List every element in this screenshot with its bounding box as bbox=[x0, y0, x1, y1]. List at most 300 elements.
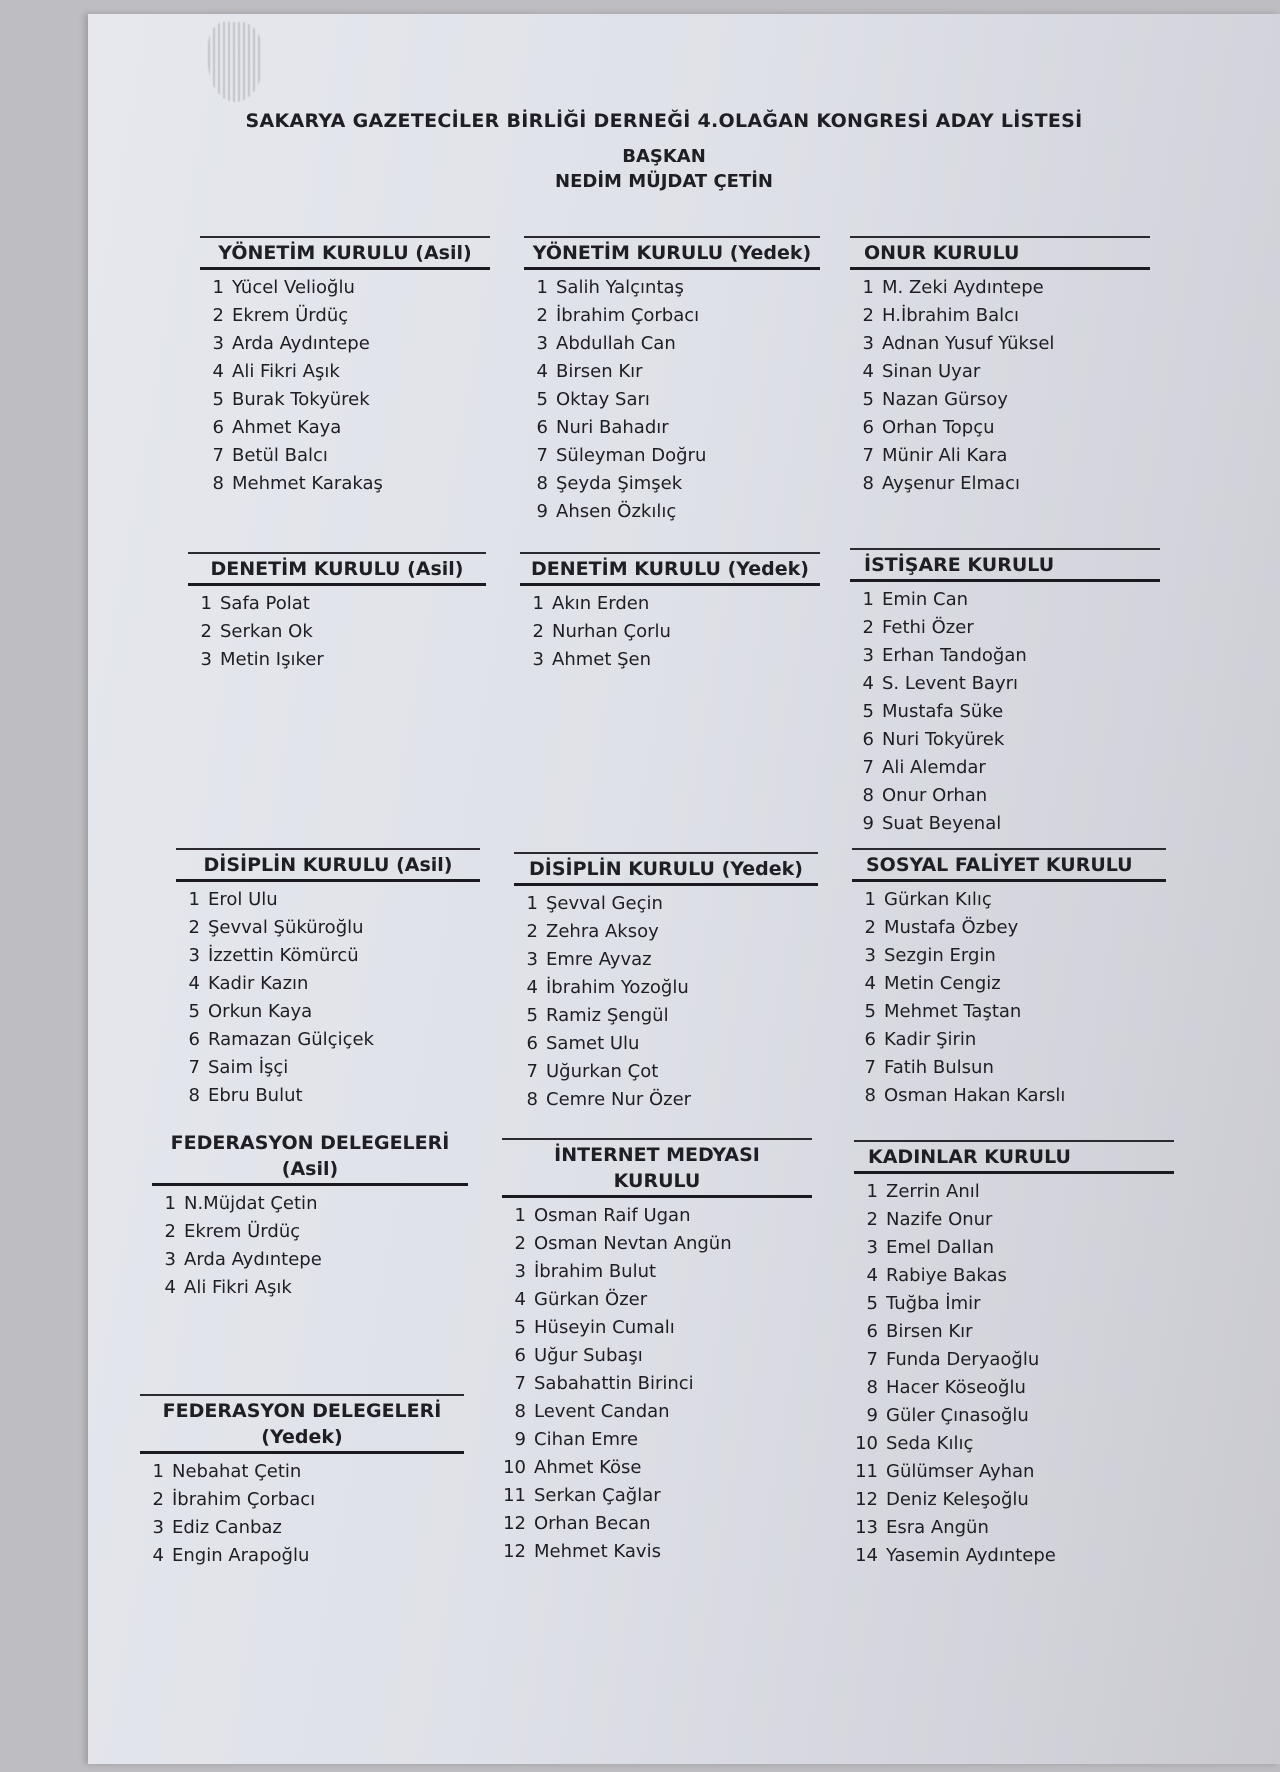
member-item bbox=[502, 1286, 812, 1314]
member-item bbox=[850, 810, 1160, 838]
member-name: Sinan Uyar bbox=[882, 361, 981, 382]
member-item bbox=[502, 1342, 812, 1370]
member-name: Nazan Gürsoy bbox=[882, 389, 1008, 410]
member-item bbox=[854, 1290, 1174, 1318]
member-number: 5 bbox=[862, 389, 874, 410]
section-rule-bottom bbox=[520, 583, 820, 586]
member-number: 6 bbox=[212, 417, 224, 438]
member-item bbox=[524, 470, 820, 498]
section-title bbox=[502, 1140, 812, 1195]
member-item bbox=[854, 1514, 1174, 1542]
member-number: 8 bbox=[536, 473, 548, 494]
member-list bbox=[152, 1190, 468, 1302]
member-name: Arda Aydıntepe bbox=[232, 333, 370, 354]
member-number: 4 bbox=[862, 361, 874, 382]
member-number: 3 bbox=[862, 333, 874, 354]
section-denetim-asil bbox=[188, 552, 486, 674]
member-item bbox=[152, 1190, 468, 1218]
member-name: Kadir Kazın bbox=[208, 973, 309, 994]
member-item bbox=[514, 946, 818, 974]
member-number: 3 bbox=[526, 949, 538, 970]
member-item bbox=[200, 442, 490, 470]
member-name: Birsen Kır bbox=[886, 1321, 973, 1342]
member-name: Suat Beyenal bbox=[882, 813, 1002, 834]
member-item bbox=[176, 970, 480, 998]
section-yonetim-yedek bbox=[524, 236, 820, 526]
member-item bbox=[176, 942, 480, 970]
member-name: Şeyda Şimşek bbox=[556, 473, 683, 494]
member-item bbox=[850, 726, 1160, 754]
member-number: 1 bbox=[188, 889, 200, 910]
member-number: 7 bbox=[862, 757, 874, 778]
member-number: 8 bbox=[864, 1085, 876, 1106]
member-name: Arda Aydıntepe bbox=[184, 1249, 322, 1270]
member-item bbox=[502, 1230, 812, 1258]
member-item bbox=[854, 1542, 1174, 1570]
member-number: 3 bbox=[152, 1517, 164, 1538]
section-title: ONUR KURULU bbox=[864, 242, 1020, 264]
member-name: Ramazan Gülçiçek bbox=[208, 1029, 374, 1050]
section-istisare bbox=[850, 548, 1160, 838]
member-name: Nebahat Çetin bbox=[172, 1461, 302, 1482]
member-number: 1 bbox=[200, 593, 212, 614]
member-item bbox=[188, 646, 486, 674]
member-item bbox=[852, 1082, 1166, 1110]
member-number: 3 bbox=[212, 333, 224, 354]
member-item bbox=[852, 886, 1166, 914]
member-item bbox=[502, 1538, 812, 1566]
member-list bbox=[520, 590, 820, 674]
member-name: Emel Dallan bbox=[886, 1237, 995, 1258]
president-label: BAŞKAN bbox=[622, 146, 706, 167]
document-title: SAKARYA GAZETECİLER BİRLİĞİ DERNEĞİ 4.OLAĞAN KONGRESİ ADAY LİSTESİ bbox=[245, 110, 1083, 132]
member-name: Münir Ali Kara bbox=[882, 445, 1008, 466]
member-name: Ali Fikri Aşık bbox=[232, 361, 340, 382]
member-name: Ahmet Kaya bbox=[232, 417, 342, 438]
section-federasyon-yedek bbox=[140, 1394, 464, 1570]
member-number: 2 bbox=[188, 917, 200, 938]
member-number: 2 bbox=[532, 621, 544, 642]
member-item bbox=[188, 590, 486, 618]
member-name: İbrahim Yozoğlu bbox=[546, 977, 689, 998]
member-number: 6 bbox=[864, 1029, 876, 1050]
member-name: Levent Candan bbox=[534, 1401, 670, 1422]
member-name: Ekrem Ürdüç bbox=[232, 305, 349, 326]
member-name: Sabahattin Birinci bbox=[534, 1373, 694, 1394]
member-name: Ekrem Ürdüç bbox=[184, 1221, 301, 1242]
member-item bbox=[514, 974, 818, 1002]
member-number: 1 bbox=[864, 889, 876, 910]
member-item bbox=[850, 698, 1160, 726]
member-name: Şevval Şüküroğlu bbox=[208, 917, 364, 938]
section-federasyon-asil bbox=[152, 1128, 468, 1302]
member-number: 2 bbox=[864, 917, 876, 938]
member-name: Ali Alemdar bbox=[882, 757, 986, 778]
member-name: Engin Arapoğlu bbox=[172, 1545, 310, 1566]
ink-smudge bbox=[208, 22, 263, 102]
member-name: Abdullah Can bbox=[556, 333, 676, 354]
member-number: 2 bbox=[152, 1489, 164, 1510]
member-number: 5 bbox=[864, 1001, 876, 1022]
member-item bbox=[514, 1030, 818, 1058]
member-name: Gürkan Özer bbox=[534, 1289, 648, 1310]
member-item bbox=[854, 1234, 1174, 1262]
member-name: Mehmet Kavis bbox=[534, 1541, 661, 1562]
member-name: Burak Tokyürek bbox=[232, 389, 370, 410]
member-item bbox=[852, 970, 1166, 998]
member-number: 10 bbox=[855, 1433, 878, 1454]
member-item bbox=[520, 618, 820, 646]
member-name: Sezgin Ergin bbox=[884, 945, 996, 966]
member-item bbox=[200, 358, 490, 386]
member-name: Mustafa Süke bbox=[882, 701, 1004, 722]
member-item bbox=[514, 1058, 818, 1086]
member-name: Oktay Sarı bbox=[556, 389, 650, 410]
member-name: Serkan Ok bbox=[220, 621, 313, 642]
member-name: Güler Çınasoğlu bbox=[886, 1405, 1029, 1426]
member-item bbox=[850, 754, 1160, 782]
member-list bbox=[524, 274, 820, 526]
member-item bbox=[850, 414, 1150, 442]
member-name: Kadir Şirin bbox=[884, 1029, 977, 1050]
member-name: İbrahim Bulut bbox=[534, 1261, 657, 1282]
member-number: 1 bbox=[212, 277, 224, 298]
section-rule-bottom bbox=[200, 267, 490, 270]
member-item bbox=[140, 1486, 464, 1514]
member-list bbox=[514, 890, 818, 1114]
member-item bbox=[854, 1430, 1174, 1458]
member-name: Ayşenur Elmacı bbox=[882, 473, 1020, 494]
member-number: 5 bbox=[536, 389, 548, 410]
member-number: 14 bbox=[855, 1545, 878, 1566]
member-name: Betül Balcı bbox=[232, 445, 328, 466]
section-internet bbox=[502, 1138, 812, 1566]
member-item bbox=[524, 498, 820, 526]
member-number: 6 bbox=[866, 1321, 878, 1342]
member-number: 3 bbox=[200, 649, 212, 670]
member-item bbox=[850, 470, 1150, 498]
section-title: İSTİŞARE KURULU bbox=[864, 554, 1055, 576]
member-item bbox=[502, 1314, 812, 1342]
member-item bbox=[852, 1054, 1166, 1082]
member-name: Zerrin Anıl bbox=[886, 1181, 980, 1202]
member-item bbox=[524, 414, 820, 442]
member-item bbox=[854, 1346, 1174, 1374]
member-number: 6 bbox=[536, 417, 548, 438]
member-name: Erol Ulu bbox=[208, 889, 278, 910]
section-title: DENETİM KURULU (Yedek) bbox=[531, 558, 809, 580]
member-item bbox=[854, 1206, 1174, 1234]
member-number: 2 bbox=[212, 305, 224, 326]
member-name: Yücel Velioğlu bbox=[232, 277, 355, 298]
member-item bbox=[520, 590, 820, 618]
member-number: 4 bbox=[866, 1265, 878, 1286]
member-name: Ahmet Köse bbox=[534, 1457, 642, 1478]
member-list bbox=[854, 1178, 1174, 1570]
member-name: Onur Orhan bbox=[882, 785, 988, 806]
member-item bbox=[854, 1262, 1174, 1290]
member-item bbox=[854, 1402, 1174, 1430]
member-name: Ediz Canbaz bbox=[172, 1517, 282, 1538]
member-name: Saim İşçi bbox=[208, 1057, 289, 1078]
member-name: Mehmet Karakaş bbox=[232, 473, 383, 494]
member-number: 11 bbox=[503, 1485, 526, 1506]
member-number: 4 bbox=[188, 973, 200, 994]
member-list bbox=[188, 590, 486, 674]
member-number: 6 bbox=[526, 1033, 538, 1054]
member-item bbox=[850, 442, 1150, 470]
section-sosyal bbox=[852, 848, 1166, 1110]
member-item bbox=[850, 386, 1150, 414]
section-title-line1: İNTERNET MEDYASI bbox=[554, 1144, 760, 1166]
member-item bbox=[850, 642, 1160, 670]
member-number: 6 bbox=[862, 729, 874, 750]
member-item bbox=[502, 1510, 812, 1538]
member-name: Osman Hakan Karslı bbox=[884, 1085, 1066, 1106]
member-list bbox=[852, 886, 1166, 1110]
president-name: NEDİM MÜJDAT ÇETİN bbox=[555, 171, 773, 192]
member-name: Funda Deryaoğlu bbox=[886, 1349, 1040, 1370]
member-name: S. Levent Bayrı bbox=[882, 673, 1019, 694]
member-name: Ebru Bulut bbox=[208, 1085, 303, 1106]
section-onur bbox=[850, 236, 1150, 498]
member-list bbox=[176, 886, 480, 1110]
document-page bbox=[88, 14, 1280, 1764]
section-disiplin-yedek bbox=[514, 852, 818, 1114]
member-number: 3 bbox=[862, 645, 874, 666]
member-list bbox=[850, 586, 1160, 838]
member-item bbox=[524, 330, 820, 358]
member-item bbox=[524, 274, 820, 302]
member-number: 9 bbox=[536, 501, 548, 522]
member-item bbox=[152, 1274, 468, 1302]
member-number: 2 bbox=[536, 305, 548, 326]
section-title: DİSİPLİN KURULU (Yedek) bbox=[529, 858, 803, 880]
member-name: Orkun Kaya bbox=[208, 1001, 313, 1022]
member-item bbox=[854, 1374, 1174, 1402]
member-number: 3 bbox=[514, 1261, 526, 1282]
member-name: Rabiye Bakas bbox=[886, 1265, 1007, 1286]
member-list bbox=[850, 274, 1150, 498]
member-item bbox=[850, 302, 1150, 330]
member-name: Esra Angün bbox=[886, 1517, 989, 1538]
member-name: Osman Nevtan Angün bbox=[534, 1233, 732, 1254]
member-number: 3 bbox=[532, 649, 544, 670]
document-header bbox=[88, 110, 1280, 192]
member-item bbox=[502, 1202, 812, 1230]
member-name: Zehra Aksoy bbox=[546, 921, 659, 942]
member-number: 3 bbox=[164, 1249, 176, 1270]
member-name: Fatih Bulsun bbox=[884, 1057, 994, 1078]
section-title: DİSİPLİN KURULU (Asil) bbox=[203, 854, 453, 876]
member-item bbox=[200, 302, 490, 330]
member-item bbox=[514, 918, 818, 946]
member-name: Nurhan Çorlu bbox=[552, 621, 671, 642]
section-kadinlar bbox=[854, 1140, 1174, 1570]
member-name: N.Müjdat Çetin bbox=[184, 1193, 318, 1214]
member-number: 10 bbox=[503, 1457, 526, 1478]
member-name: Metin Cengiz bbox=[884, 973, 1001, 994]
section-rule-bottom bbox=[850, 267, 1150, 270]
member-item bbox=[854, 1486, 1174, 1514]
member-name: Akın Erden bbox=[552, 593, 650, 614]
member-item bbox=[854, 1458, 1174, 1486]
member-list bbox=[200, 274, 490, 498]
member-name: Uğur Subaşı bbox=[534, 1345, 643, 1366]
member-name: Fethi Özer bbox=[882, 617, 974, 638]
member-item bbox=[850, 274, 1150, 302]
member-number: 1 bbox=[862, 589, 874, 610]
member-name: Osman Raif Ugan bbox=[534, 1205, 691, 1226]
member-name: H.İbrahim Balcı bbox=[882, 305, 1020, 326]
member-list bbox=[140, 1458, 464, 1570]
member-item bbox=[502, 1454, 812, 1482]
member-number: 7 bbox=[866, 1349, 878, 1370]
member-number: 7 bbox=[526, 1061, 538, 1082]
member-number: 4 bbox=[164, 1277, 176, 1298]
member-item bbox=[502, 1258, 812, 1286]
member-number: 8 bbox=[862, 473, 874, 494]
member-item bbox=[140, 1542, 464, 1570]
member-item bbox=[502, 1426, 812, 1454]
section-yonetim-asil bbox=[200, 236, 490, 498]
member-item bbox=[852, 1026, 1166, 1054]
member-number: 3 bbox=[188, 945, 200, 966]
member-number: 5 bbox=[862, 701, 874, 722]
member-number: 2 bbox=[526, 921, 538, 942]
member-number: 6 bbox=[188, 1029, 200, 1050]
member-item bbox=[852, 914, 1166, 942]
member-number: 5 bbox=[526, 1005, 538, 1026]
member-item bbox=[200, 414, 490, 442]
member-number: 6 bbox=[514, 1345, 526, 1366]
member-name: Deniz Keleşoğlu bbox=[886, 1489, 1029, 1510]
member-name: Metin Işıker bbox=[220, 649, 324, 670]
member-number: 8 bbox=[866, 1377, 878, 1398]
member-number: 2 bbox=[164, 1221, 176, 1242]
section-disiplin-asil bbox=[176, 848, 480, 1110]
member-number: 4 bbox=[152, 1545, 164, 1566]
member-name: Erhan Tandoğan bbox=[882, 645, 1027, 666]
member-name: Cemre Nur Özer bbox=[546, 1089, 692, 1110]
member-number: 1 bbox=[514, 1205, 526, 1226]
member-name: Tuğba İmir bbox=[886, 1293, 981, 1314]
member-item bbox=[524, 302, 820, 330]
member-item bbox=[524, 386, 820, 414]
section-title bbox=[152, 1128, 468, 1183]
member-name: M. Zeki Aydıntepe bbox=[882, 277, 1044, 298]
member-item bbox=[850, 614, 1160, 642]
member-item bbox=[514, 1086, 818, 1114]
member-name: Safa Polat bbox=[220, 593, 310, 614]
member-item bbox=[502, 1482, 812, 1510]
member-name: Hacer Köseoğlu bbox=[886, 1377, 1026, 1398]
member-number: 9 bbox=[866, 1405, 878, 1426]
section-title-line1: FEDERASYON DELEGELERİ bbox=[170, 1132, 450, 1154]
member-name: Emin Can bbox=[882, 589, 969, 610]
member-number: 3 bbox=[866, 1237, 878, 1258]
member-name: Ramiz Şengül bbox=[546, 1005, 669, 1026]
member-name: Birsen Kır bbox=[556, 361, 643, 382]
member-number: 2 bbox=[514, 1233, 526, 1254]
member-number: 5 bbox=[866, 1293, 878, 1314]
member-name: Cihan Emre bbox=[534, 1429, 639, 1450]
section-rule-bottom bbox=[176, 879, 480, 882]
member-number: 1 bbox=[862, 277, 874, 298]
section-title: YÖNETİM KURULU (Asil) bbox=[218, 242, 472, 264]
member-item bbox=[200, 330, 490, 358]
member-number: 3 bbox=[536, 333, 548, 354]
member-item bbox=[176, 914, 480, 942]
member-number: 12 bbox=[855, 1489, 878, 1510]
member-number: 1 bbox=[526, 893, 538, 914]
section-title: SOSYAL FALİYET KURULU bbox=[866, 854, 1133, 876]
member-list bbox=[502, 1202, 812, 1566]
member-item bbox=[176, 1054, 480, 1082]
member-number: 7 bbox=[514, 1373, 526, 1394]
member-number: 4 bbox=[862, 673, 874, 694]
member-name: Süleyman Doğru bbox=[556, 445, 707, 466]
section-rule-bottom bbox=[152, 1183, 468, 1186]
member-number: 4 bbox=[514, 1289, 526, 1310]
member-name: Mustafa Özbey bbox=[884, 917, 1019, 938]
member-number: 9 bbox=[514, 1429, 526, 1450]
member-name: Ahsen Özkılıç bbox=[556, 501, 677, 522]
member-name: İbrahim Çorbacı bbox=[556, 305, 700, 326]
member-name: Şevval Geçin bbox=[546, 893, 663, 914]
member-item bbox=[200, 274, 490, 302]
section-title-line2: KURULU bbox=[613, 1170, 701, 1192]
section-rule-bottom bbox=[140, 1451, 464, 1454]
member-name: Ali Fikri Aşık bbox=[184, 1277, 292, 1298]
member-number: 5 bbox=[212, 389, 224, 410]
member-item bbox=[176, 1082, 480, 1110]
member-item bbox=[854, 1178, 1174, 1206]
member-number: 1 bbox=[152, 1461, 164, 1482]
member-number: 2 bbox=[862, 617, 874, 638]
member-item bbox=[524, 442, 820, 470]
section-rule-bottom bbox=[850, 579, 1160, 582]
member-number: 9 bbox=[862, 813, 874, 834]
member-item bbox=[850, 670, 1160, 698]
member-number: 2 bbox=[200, 621, 212, 642]
member-number: 8 bbox=[514, 1401, 526, 1422]
member-item bbox=[188, 618, 486, 646]
member-number: 1 bbox=[164, 1193, 176, 1214]
member-item bbox=[176, 1026, 480, 1054]
member-number: 4 bbox=[526, 977, 538, 998]
member-number: 1 bbox=[536, 277, 548, 298]
member-name: Emre Ayvaz bbox=[546, 949, 652, 970]
member-item bbox=[140, 1514, 464, 1542]
member-item bbox=[200, 386, 490, 414]
member-item bbox=[514, 890, 818, 918]
member-number: 8 bbox=[526, 1089, 538, 1110]
member-name: Uğurkan Çot bbox=[546, 1061, 659, 1082]
member-number: 7 bbox=[212, 445, 224, 466]
member-item bbox=[850, 586, 1160, 614]
member-name: Hüseyin Cumalı bbox=[534, 1317, 675, 1338]
member-name: Yasemin Aydıntepe bbox=[886, 1545, 1056, 1566]
member-name: Adnan Yusuf Yüksel bbox=[882, 333, 1055, 354]
member-item bbox=[854, 1318, 1174, 1346]
member-name: Mehmet Taştan bbox=[884, 1001, 1022, 1022]
member-number: 4 bbox=[864, 973, 876, 994]
section-title: DENETİM KURULU (Asil) bbox=[210, 558, 464, 580]
member-item bbox=[524, 358, 820, 386]
member-number: 12 bbox=[503, 1541, 526, 1562]
member-item bbox=[502, 1370, 812, 1398]
